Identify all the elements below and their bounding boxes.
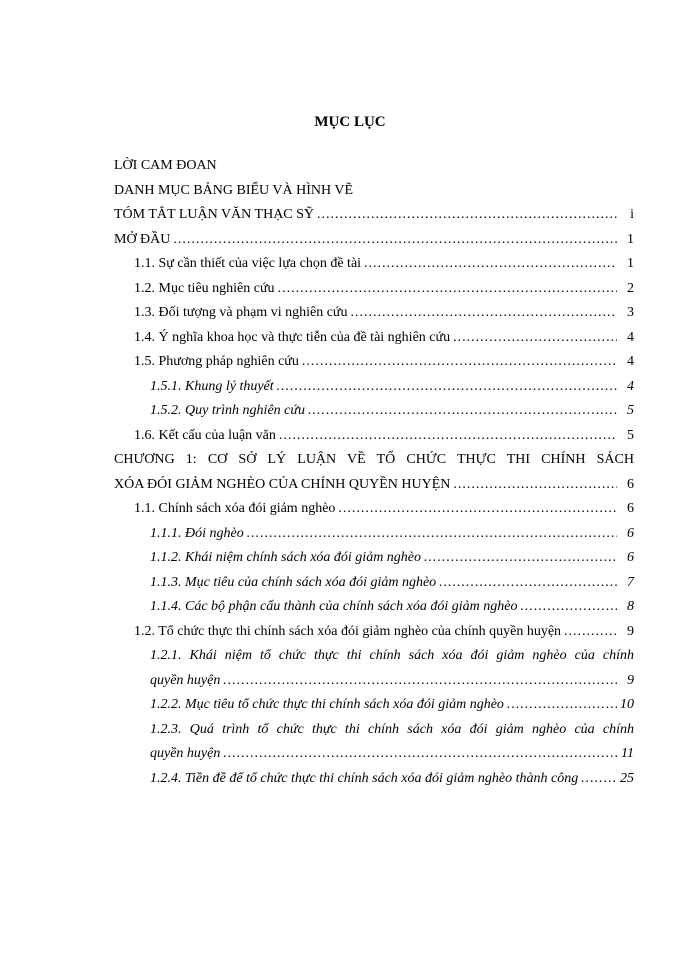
toc-entry[interactable]	[114, 203, 634, 228]
toc-entry[interactable]	[114, 718, 634, 743]
toc-entry-title: XÓA ĐÓI GIẢM NGHÈO CỦA CHÍNH QUYỀN HUYỆN	[114, 476, 451, 492]
toc-page-number: 1	[627, 231, 634, 247]
toc-entry-title: 1.1.3. Mục tiêu của chính sách xóa đói giảm nghèo	[150, 574, 437, 590]
toc-entry[interactable]	[114, 595, 634, 620]
toc-entry[interactable]	[114, 571, 634, 596]
toc-entry-title: quyền huyện	[150, 746, 221, 761]
toc-page-number: 11	[621, 746, 634, 761]
toc-entry-title: 1.2. Mục tiêu nghiên cứu	[134, 280, 275, 296]
toc-entry-title: 1.1. Chính sách xóa đói giảm nghèo	[134, 501, 336, 516]
toc-entry-title: 1.1.1. Đói nghèo	[150, 525, 244, 541]
toc-entry[interactable]	[114, 669, 634, 694]
toc-page-number: 25	[620, 770, 634, 786]
dot-leader	[302, 350, 617, 375]
toc-entry[interactable]	[114, 301, 634, 326]
toc-entry[interactable]	[114, 252, 634, 277]
toc-entry-title: 1.1.2. Khái niệm chính sách xóa đói giảm nghèo	[150, 550, 422, 565]
dot-leader	[247, 522, 617, 547]
toc-page-number: 9	[627, 623, 634, 639]
toc-entry-title: 1.1.4. Các bộ phận cấu thành của chính sách xóa đói giảm nghèo	[150, 599, 518, 614]
toc-entry-title: quyền huyện	[150, 672, 221, 688]
dot-leader	[424, 546, 617, 571]
toc-entry-title: MỞ ĐẦU	[114, 231, 171, 247]
dot-leader	[520, 595, 617, 620]
dot-leader	[351, 301, 618, 326]
dot-leader	[338, 497, 617, 522]
toc-page-number: 4	[627, 354, 634, 369]
toc-page-number: 4	[627, 378, 634, 394]
toc-entry[interactable]	[114, 620, 634, 645]
toc-entry-title: LỜI CAM ĐOAN	[114, 158, 217, 173]
toc-entry-title: 1.2. Tổ chức thực thi chính sách xóa đói giảm nghèo của chính quyền huyện	[134, 623, 562, 639]
dot-leader	[507, 693, 617, 718]
toc-entry-title: 1.2.3. Quá trình tổ chức thực thi chính sách xóa đói giảm nghèo của chính	[150, 721, 634, 737]
toc-entry-title: 1.1. Sự cần thiết của việc lựa chọn đề tài	[134, 256, 362, 271]
toc-entry[interactable]	[114, 522, 634, 547]
toc-page-number: i	[630, 207, 634, 222]
toc-entry-title: 1.6. Kết cấu của luận văn	[134, 427, 276, 443]
toc-page-number: 5	[627, 427, 634, 443]
toc-page-number: 7	[627, 574, 634, 590]
toc-page-number: 6	[627, 525, 634, 541]
toc-page-number: 9	[627, 672, 634, 688]
toc-entry[interactable]	[114, 448, 634, 473]
dot-leader	[564, 620, 617, 645]
toc-entry[interactable]	[114, 375, 634, 400]
toc-entry[interactable]	[114, 399, 634, 424]
toc-page-number: 4	[627, 329, 634, 345]
toc-entry-title: 1.4. Ý nghĩa khoa học và thực tiễn của đề tài nghiên cứu	[134, 329, 451, 345]
toc-entry[interactable]	[114, 228, 634, 253]
toc-page-number: 1	[627, 256, 634, 271]
dot-leader	[223, 742, 617, 767]
toc-entry-title: TÓM TẮT LUẬN VĂN THẠC SỸ	[114, 207, 315, 222]
toc-entry[interactable]	[114, 154, 634, 179]
dot-leader	[453, 473, 617, 498]
toc-page-number: 6	[627, 550, 634, 565]
toc-entry[interactable]	[114, 693, 634, 718]
dot-leader	[279, 424, 617, 449]
toc-entry[interactable]	[114, 326, 634, 351]
toc-entry[interactable]	[114, 767, 634, 792]
toc-entry[interactable]	[114, 424, 634, 449]
dot-leader	[439, 571, 617, 596]
dot-leader	[317, 203, 617, 228]
toc-entry-title: 1.5. Phương pháp nghiên cứu	[134, 354, 299, 369]
page-title: MỤC LỤC	[314, 114, 386, 130]
toc-entry[interactable]	[114, 473, 634, 498]
toc-entry[interactable]	[114, 546, 634, 571]
toc-entry[interactable]	[114, 179, 634, 204]
toc-entry[interactable]	[114, 350, 634, 375]
toc-page-number: 8	[627, 599, 634, 614]
toc-entry-title: DANH MỤC BẢNG BIỂU VÀ HÌNH VẼ	[114, 182, 354, 198]
toc-entry-title: 1.2.1. Khái niệm tổ chức thực thi chính sách xóa đói giảm nghèo của chính	[150, 648, 634, 663]
dot-leader	[581, 767, 617, 792]
dot-leader	[278, 277, 617, 302]
toc-entry[interactable]	[114, 742, 634, 767]
toc-entry[interactable]	[114, 644, 634, 669]
toc-page-number: 5	[627, 403, 634, 418]
toc-page-number: 6	[627, 501, 634, 516]
toc-entry[interactable]	[114, 497, 634, 522]
dot-leader	[364, 252, 617, 277]
dot-leader	[223, 669, 617, 694]
toc-entry-title: 1.5.2. Quy trình nghiên cứu	[150, 403, 306, 418]
toc-entry-title: 1.2.4. Tiền đề để tổ chức thực thi chính sách xóa đói giảm nghèo thành công	[150, 770, 579, 786]
toc-entry-title: CHƯƠNG 1: CƠ SỞ LÝ LUẬN VỀ TỔ CHỨC THỰC THI CHÍNH SÁCH	[114, 452, 634, 467]
toc-entry-title: 1.2.2. Mục tiêu tổ chức thực thi chính sách xóa đói giảm nghèo	[150, 697, 504, 712]
toc-page-number: 2	[627, 280, 634, 296]
table-of-contents	[114, 154, 634, 791]
toc-page-number: 10	[620, 697, 634, 712]
toc-entry[interactable]	[114, 277, 634, 302]
toc-entry-title: 1.3. Đối tượng và phạm vi nghiên cứu	[134, 305, 348, 320]
toc-page-number: 6	[627, 476, 634, 492]
dot-leader	[308, 399, 617, 424]
toc-page-number: 3	[627, 305, 634, 320]
toc-entry-title: 1.5.1. Khung lý thuyết	[150, 378, 274, 394]
dot-leader	[453, 326, 617, 351]
dot-leader	[173, 228, 617, 253]
dot-leader	[277, 375, 617, 400]
